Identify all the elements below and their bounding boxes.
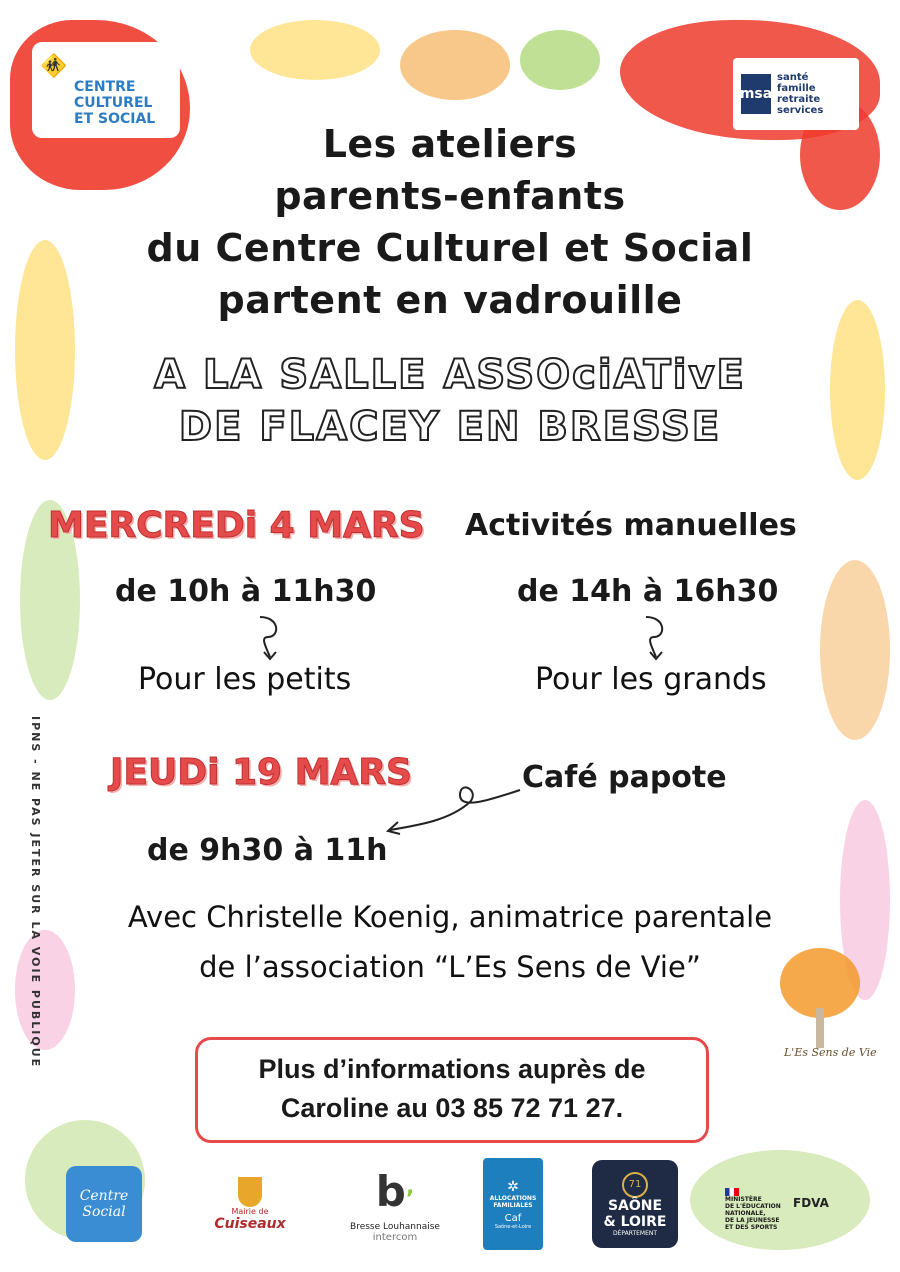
fdva-logo: FDVA	[793, 1196, 829, 1210]
b-mark-icon: b’	[375, 1166, 415, 1216]
71-icon: 71	[622, 1172, 648, 1198]
title-line: Les ateliers	[322, 122, 578, 166]
crest-icon	[238, 1177, 262, 1207]
session2-time: de 9h30 à 11h	[147, 833, 388, 868]
session1-time-a: de 10h à 11h30	[115, 574, 377, 609]
host-line: de l’association “L’Es Sens de Vie”	[199, 950, 701, 984]
people-icon: 🚸	[40, 53, 68, 79]
caf-logo: ✲ ALLOCATIONS FAMILIALES Caf Saône-et-Loire	[483, 1158, 543, 1250]
info-box	[195, 1037, 709, 1143]
session2-date: JEUDi 19 MARS	[110, 752, 412, 793]
logo-line: CULTUREL	[74, 94, 153, 111]
title-line: partent en vadrouille	[217, 278, 683, 322]
ministere-logo: MINISTÈRE DE L'ÉDUCATION NATIONALE, DE LA JEUNESSE ET DES SPORTS	[725, 1174, 795, 1244]
session1-date: MERCREDi 4 MARS	[48, 505, 425, 546]
tree-caption: L'Es Sens de Vie	[784, 1046, 877, 1059]
venue-line: A LA SALLE ASSOciATivE	[154, 352, 746, 398]
msa-text: services	[777, 105, 824, 116]
session1-audience-b: Pour les grands	[535, 662, 767, 697]
session1-time-b: de 14h à 16h30	[517, 574, 779, 609]
msa-text: retraite	[777, 94, 821, 105]
host-line: Avec Christelle Koenig, animatrice parentale	[127, 900, 773, 934]
info-line: Caroline au 03 85 72 71 27.	[280, 1093, 624, 1123]
mairie-cuiseaux-logo: Mairie de Cuiseaux	[195, 1174, 305, 1234]
title-line: du Centre Culturel et Social	[146, 226, 754, 270]
msa-mark: msa	[741, 74, 771, 114]
side-notice: IPNS - NE PAS JETER SUR LA VOIE PUBLIQUE	[29, 716, 42, 1069]
msa-text: santé	[777, 72, 809, 83]
curly-arrow-icon	[636, 612, 676, 662]
logo-line: ET SOCIAL	[74, 110, 156, 127]
logo-line: CENTRE	[74, 78, 136, 95]
es-sens-de-vie-logo	[762, 948, 880, 1068]
saone-et-loire-logo: 71 SAÔNE & LOIRE DÉPARTEMENT	[592, 1160, 678, 1248]
marianne-flag-icon	[725, 1188, 739, 1196]
session2-activity: Café papote	[522, 760, 727, 795]
session1-activity: Activités manuelles	[465, 508, 797, 543]
msa-text: famille	[777, 83, 816, 94]
loop-arrow-icon	[380, 770, 530, 840]
venue-line: DE FLACEY EN BRESSE	[178, 404, 722, 450]
title-line: parents-enfants	[274, 174, 626, 218]
info-line: Plus d’informations auprès de	[258, 1054, 646, 1084]
bresse-louhannaise-logo: b’ Bresse Louhannaise intercom	[350, 1166, 440, 1243]
curly-arrow-icon	[250, 612, 290, 662]
centre-social-footer-logo: Centre Social	[66, 1166, 142, 1242]
poster-title	[40, 118, 860, 326]
family-icon: ✲	[507, 1178, 519, 1195]
session1-audience-a: Pour les petits	[138, 662, 352, 697]
